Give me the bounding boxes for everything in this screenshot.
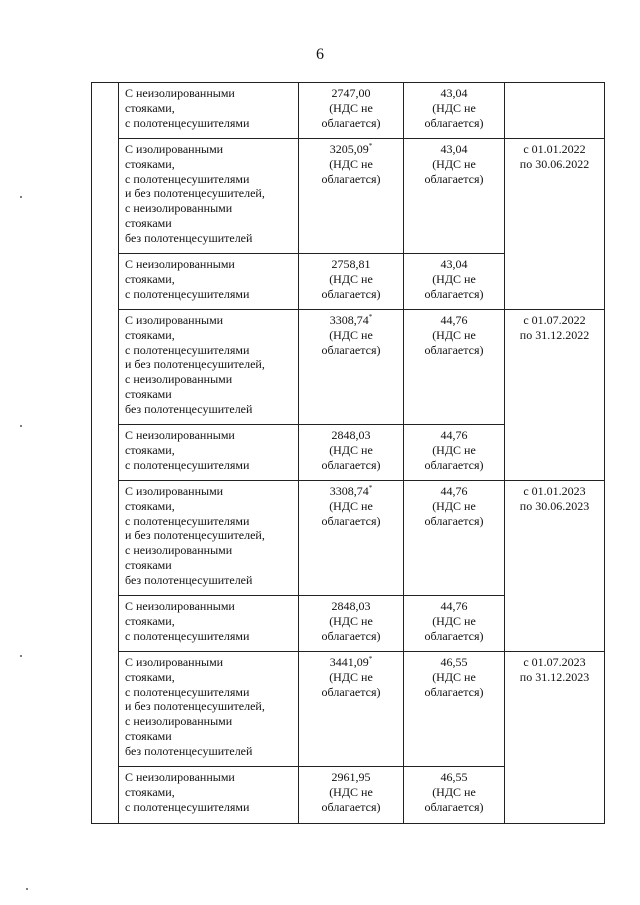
period-to: по 30.06.2022: [519, 156, 590, 171]
vat-note: облагается): [424, 171, 484, 186]
vat-note: (НДС не: [329, 327, 373, 342]
riser-type-line: стояками,: [125, 271, 175, 286]
price-cell: [299, 596, 404, 652]
riser-type-line: стояками,: [125, 498, 175, 513]
table-row: [92, 652, 605, 767]
period-cell-empty: [505, 83, 605, 139]
riser-type-cell: [119, 139, 299, 254]
vat-note: облагается): [321, 457, 381, 472]
vat-note: (НДС не: [432, 156, 476, 171]
riser-type-cell: [119, 425, 299, 481]
riser-type-line: стояками,: [125, 327, 175, 342]
period-cell: [505, 139, 605, 310]
scan-speckle: [20, 655, 22, 657]
price-value-line: [303, 484, 399, 499]
price-value: 3441,09: [329, 655, 369, 669]
vat-note: (НДС не: [329, 271, 373, 286]
riser-type-line: с полотенцесушителями: [125, 115, 250, 130]
riser-type-cell: [119, 652, 299, 767]
riser-type-line: стояками: [125, 557, 172, 572]
vat-note: (НДС не: [329, 100, 373, 115]
riser-type-cell: [119, 310, 299, 425]
table-row: [92, 481, 605, 596]
riser-type-line: и без полотенцесушителей,: [125, 357, 265, 372]
period-from: с 01.07.2022: [523, 313, 586, 327]
scan-speckle: [20, 196, 22, 198]
riser-type-line: и без полотенцесушителей,: [125, 699, 265, 714]
riser-type-line: стояками: [125, 215, 172, 230]
price-cell: [299, 139, 404, 254]
riser-type-line: стояками,: [125, 613, 175, 628]
riser-type-line: с полотенцесушителями: [125, 171, 250, 186]
table-row: [92, 83, 605, 139]
footnote-asterisk: *: [368, 313, 373, 321]
cost-cell: [404, 83, 505, 139]
period-to: по 31.12.2023: [519, 669, 590, 684]
price-value-line: [303, 428, 399, 443]
vat-note: (НДС не: [432, 613, 476, 628]
riser-type-line: стояками,: [125, 442, 175, 457]
riser-type-cell: [119, 481, 299, 596]
riser-type-line: с неизолированными: [125, 543, 233, 558]
price-value-line: [303, 770, 399, 785]
cost-cell: [404, 139, 505, 254]
vat-note: (НДС не: [329, 156, 373, 171]
cost-value: 44,76: [440, 599, 468, 613]
vat-note: (НДС не: [329, 498, 373, 513]
vat-note: облагается): [321, 115, 381, 130]
price-value-line: [303, 142, 399, 157]
period-cell: [505, 310, 605, 481]
cost-cell: [404, 481, 505, 596]
tariff-table: [91, 82, 605, 824]
vat-note: (НДС не: [432, 442, 476, 457]
riser-type-line: С неизолированными: [125, 770, 235, 784]
cost-value: 44,76: [440, 313, 468, 327]
riser-type-line: с полотенцесушителями: [125, 513, 250, 528]
vat-note: облагается): [424, 628, 484, 643]
cost-value: 46,55: [440, 770, 468, 784]
cost-value: 43,04: [440, 86, 468, 100]
vat-note: (НДС не: [329, 784, 373, 799]
riser-type-cell: [119, 254, 299, 310]
riser-type-line: С изолированными: [125, 142, 224, 156]
vat-note: облагается): [424, 513, 484, 528]
vat-note: (НДС не: [329, 669, 373, 684]
cost-cell: [404, 767, 505, 824]
riser-type-line: стояками: [125, 728, 172, 743]
price-value-line: [303, 313, 399, 328]
table-row: [92, 139, 605, 254]
price-value: 2747,00: [331, 86, 371, 100]
riser-type-line: С неизолированными: [125, 257, 235, 271]
price-cell: [299, 83, 404, 139]
scan-speckle: [26, 888, 28, 890]
vat-note: облагается): [321, 286, 381, 301]
cost-value: 44,76: [440, 484, 468, 498]
vat-note: облагается): [321, 342, 381, 357]
vat-note: (НДС не: [432, 669, 476, 684]
vat-note: облагается): [424, 799, 484, 814]
riser-type-cell: [119, 596, 299, 652]
riser-type-line: с полотенцесушителями: [125, 684, 250, 699]
price-value-line: [303, 655, 399, 670]
riser-type-line: без полотенцесушителей: [125, 401, 253, 416]
riser-type-line: стояками,: [125, 784, 175, 799]
riser-type-line: с полотенцесушителями: [125, 799, 250, 814]
riser-type-line: и без полотенцесушителей,: [125, 186, 265, 201]
riser-type-line: С неизолированными: [125, 599, 235, 613]
period-from: с 01.01.2022: [523, 142, 586, 156]
riser-type-line: без полотенцесушителей: [125, 743, 253, 758]
page-number: 6: [316, 46, 324, 63]
vat-note: облагается): [321, 628, 381, 643]
riser-type-line: С неизолированными: [125, 86, 235, 100]
vat-note: облагается): [424, 684, 484, 699]
price-cell: [299, 767, 404, 824]
riser-type-line: стояками,: [125, 669, 175, 684]
table-row: [92, 310, 605, 425]
vat-note: облагается): [424, 457, 484, 472]
price-cell: [299, 425, 404, 481]
price-cell: [299, 310, 404, 425]
footnote-asterisk: *: [368, 484, 373, 492]
price-value: 3308,74: [329, 484, 369, 498]
riser-type-line: С неизолированными: [125, 428, 235, 442]
price-cell: [299, 481, 404, 596]
riser-type-line: С изолированными: [125, 655, 224, 669]
vat-note: (НДС не: [432, 327, 476, 342]
riser-type-cell: [119, 83, 299, 139]
vat-note: (НДС не: [329, 613, 373, 628]
cost-cell: [404, 310, 505, 425]
vat-note: облагается): [424, 115, 484, 130]
riser-type-line: с неизолированными: [125, 714, 233, 729]
cost-value: 44,76: [440, 428, 468, 442]
footnote-asterisk: *: [368, 142, 373, 150]
riser-type-line: с неизолированными: [125, 201, 233, 216]
riser-type-cell: [119, 767, 299, 824]
riser-type-line: без полотенцесушителей: [125, 572, 253, 587]
riser-type-line: стояками: [125, 386, 172, 401]
price-value-line: [303, 599, 399, 614]
vat-note: (НДС не: [329, 442, 373, 457]
period-from: с 01.01.2023: [523, 484, 586, 498]
price-value: 2758,81: [331, 257, 371, 271]
riser-type-line: с неизолированными: [125, 372, 233, 387]
cost-value: 43,04: [440, 142, 468, 156]
riser-type-line: стояками,: [125, 156, 175, 171]
period-cell: [505, 652, 605, 824]
empty-column-cell: [92, 83, 119, 824]
riser-type-line: и без полотенцесушителей,: [125, 528, 265, 543]
vat-note: облагается): [424, 286, 484, 301]
vat-note: (НДС не: [432, 271, 476, 286]
riser-type-line: с полотенцесушителями: [125, 457, 250, 472]
price-value: 3308,74: [329, 313, 369, 327]
period-from: с 01.07.2023: [523, 655, 586, 669]
riser-type-line: стояками,: [125, 100, 175, 115]
cost-cell: [404, 425, 505, 481]
riser-type-line: с полотенцесушителями: [125, 628, 250, 643]
cost-value: 46,55: [440, 655, 468, 669]
riser-type-line: с полотенцесушителями: [125, 342, 250, 357]
vat-note: облагается): [321, 171, 381, 186]
cost-cell: [404, 596, 505, 652]
vat-note: (НДС не: [432, 498, 476, 513]
vat-note: облагается): [321, 513, 381, 528]
vat-note: облагается): [424, 342, 484, 357]
footnote-asterisk: *: [368, 655, 373, 663]
price-cell: [299, 254, 404, 310]
vat-note: облагается): [321, 684, 381, 699]
cost-cell: [404, 652, 505, 767]
price-value: 2848,03: [331, 428, 371, 442]
price-value: 2961,95: [331, 770, 371, 784]
riser-type-line: без полотенцесушителей: [125, 230, 253, 245]
vat-note: облагается): [321, 799, 381, 814]
scan-speckle: [20, 425, 22, 427]
price-value: 2848,03: [331, 599, 371, 613]
price-cell: [299, 652, 404, 767]
cost-cell: [404, 254, 505, 310]
period-to: по 30.06.2023: [519, 498, 590, 513]
price-value: 3205,09: [329, 142, 369, 156]
riser-type-line: с полотенцесушителями: [125, 286, 250, 301]
price-value-line: [303, 86, 399, 101]
period-to: по 31.12.2022: [519, 327, 590, 342]
riser-type-line: С изолированными: [125, 484, 224, 498]
vat-note: (НДС не: [432, 100, 476, 115]
price-value-line: [303, 257, 399, 272]
period-cell: [505, 481, 605, 652]
vat-note: (НДС не: [432, 784, 476, 799]
cost-value: 43,04: [440, 257, 468, 271]
riser-type-line: С изолированными: [125, 313, 224, 327]
